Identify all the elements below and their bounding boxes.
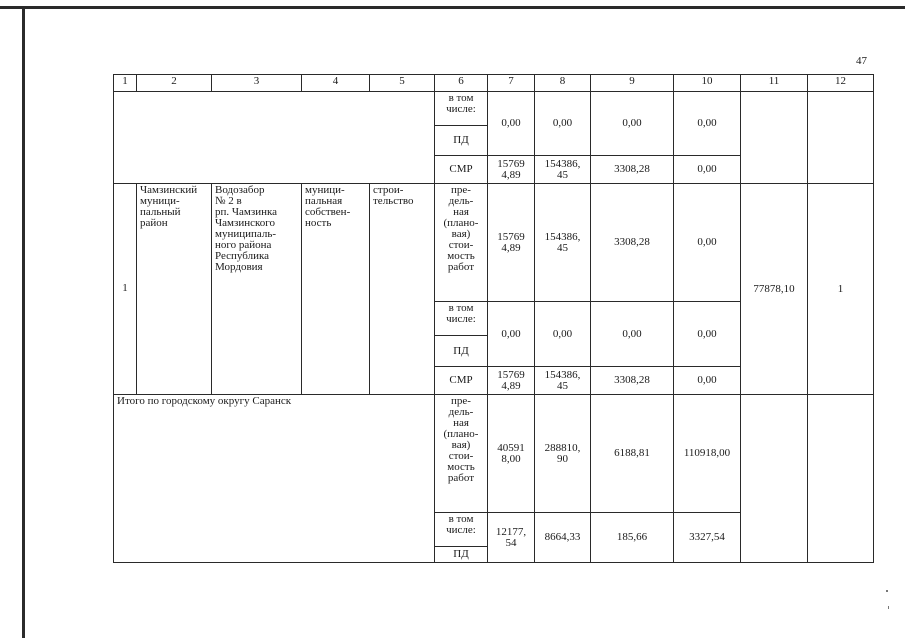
cost-label: пре- дель- ная (плано- вая) стои- мость работ [435, 395, 488, 513]
scan-speck [886, 590, 888, 592]
value-cell: 0,00 [488, 92, 535, 156]
cost-label: пре- дель- ная (плано- вая) стои- мость работ [435, 184, 488, 302]
empty-cell [808, 395, 874, 563]
value-cell: 154386, 45 [535, 184, 591, 302]
ownership-cell: муници- пальная собствен- ность [302, 184, 370, 395]
total-title: Итого по городскому округу Саранск [114, 395, 435, 563]
value-cell: 3308,28 [591, 367, 674, 395]
value-cell: 0,00 [535, 302, 591, 367]
scan-top-edge [0, 0, 905, 12]
empty-cell [741, 92, 808, 184]
value-cell: 0,00 [488, 302, 535, 367]
header-cell: 6 [435, 75, 488, 92]
value-cell: 3308,28 [591, 156, 674, 184]
value-cell: 8664,33 [535, 513, 591, 563]
empty-cell [808, 92, 874, 184]
incl-label: в том числе: [435, 302, 488, 336]
pd-label: ПД [435, 547, 488, 563]
pd-label: ПД [435, 126, 488, 156]
value-cell: 15769 4,89 [488, 184, 535, 302]
value-cell: 12177, 54 [488, 513, 535, 563]
header-cell: 2 [137, 75, 212, 92]
value-cell: 15769 4,89 [488, 156, 535, 184]
smr-label: СМР [435, 156, 488, 184]
page-number: 47 [856, 55, 867, 67]
header-cell: 9 [591, 75, 674, 92]
empty-cell [741, 395, 808, 563]
header-cell: 4 [302, 75, 370, 92]
header-cell: 12 [808, 75, 874, 92]
value-cell: 154386, 45 [535, 367, 591, 395]
header-cell: 1 [114, 75, 137, 92]
header-cell: 5 [370, 75, 435, 92]
value-cell: 3308,28 [591, 184, 674, 302]
district-cell: Чамзинский муници- пальный район [137, 184, 212, 395]
value-cell: 288810, 90 [535, 395, 591, 513]
empty-merged-cell [114, 92, 435, 184]
scan-speck [888, 606, 889, 609]
header-cell: 8 [535, 75, 591, 92]
value-cell: 40591 8,00 [488, 395, 535, 513]
table-row [114, 395, 874, 513]
pd-label: ПД [435, 336, 488, 367]
value-cell: 6188,81 [591, 395, 674, 513]
value-cell: 15769 4,89 [488, 367, 535, 395]
value-cell: 0,00 [591, 302, 674, 367]
smr-label: СМР [435, 367, 488, 395]
incl-label: в том числе: [435, 513, 488, 547]
header-cell: 3 [212, 75, 302, 92]
value-cell: 0,00 [674, 367, 741, 395]
budget-table [113, 74, 874, 563]
work-type-cell: строи- тельство [370, 184, 435, 395]
value-cell: 3327,54 [674, 513, 741, 563]
value-cell: 154386, 45 [535, 156, 591, 184]
value-cell: 0,00 [674, 92, 741, 156]
value-cell: 0,00 [674, 184, 741, 302]
header-row [114, 75, 874, 92]
table-row [114, 92, 874, 126]
value-cell: 0,00 [535, 92, 591, 156]
header-cell: 7 [488, 75, 535, 92]
row-number: 1 [114, 184, 137, 395]
value-cell: 110918,00 [674, 395, 741, 513]
object-cell: Водозабор № 2 в рп. Чамзинка Чамзинского муниципаль- ного района Республика Мордовия [212, 184, 302, 395]
table-row [114, 184, 874, 302]
value-cell: 0,00 [591, 92, 674, 156]
value-cell: 77878,10 [741, 184, 808, 395]
header-cell: 11 [741, 75, 808, 92]
header-cell: 10 [674, 75, 741, 92]
value-cell: 1 [808, 184, 874, 395]
value-cell: 185,66 [591, 513, 674, 563]
value-cell: 0,00 [674, 156, 741, 184]
scan-left-edge [22, 8, 25, 638]
incl-label: в том числе: [435, 92, 488, 126]
value-cell: 0,00 [674, 302, 741, 367]
